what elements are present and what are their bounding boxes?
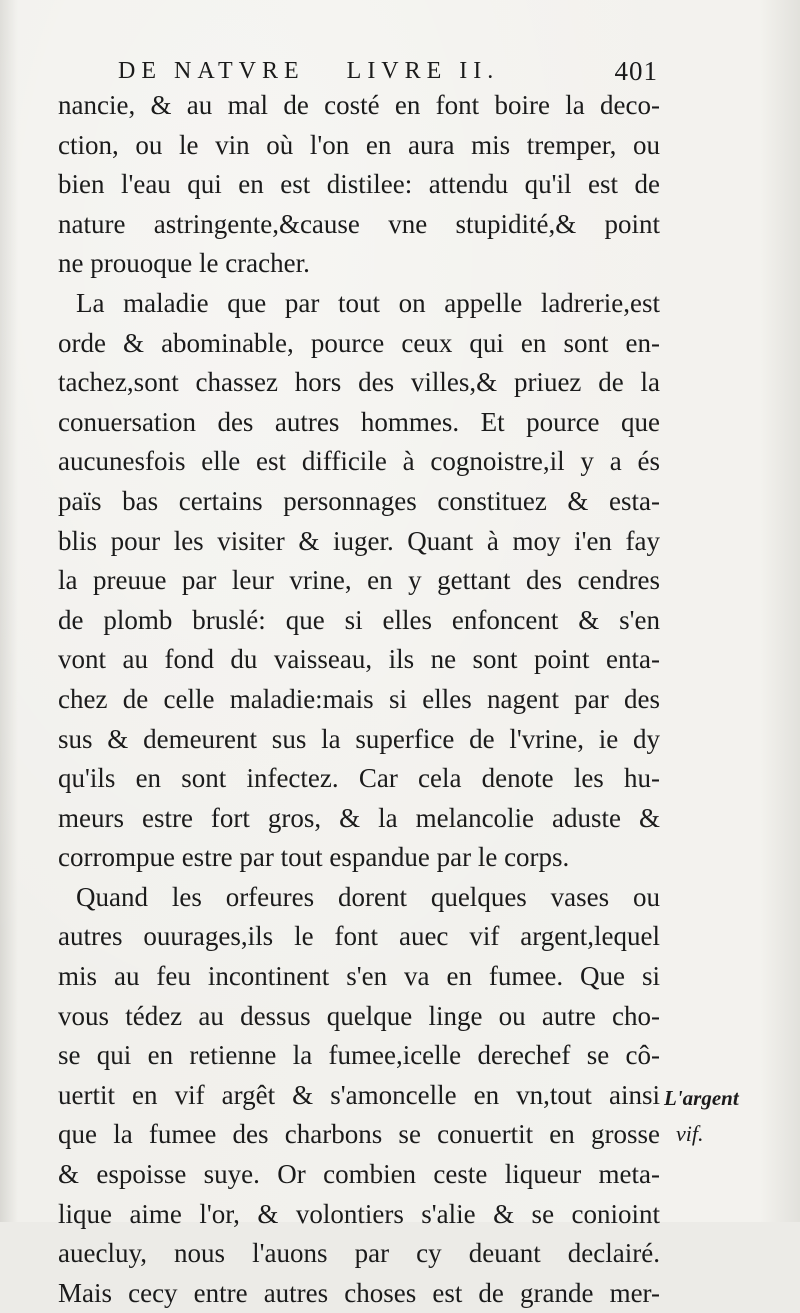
- running-title-part1: DE NATVRE: [118, 58, 305, 84]
- text-line: uertit en vif argêt & s'amoncelle en vn,tout ainsi: [58, 1079, 660, 1110]
- text-line: Mais cecy entre autres choses est de grande mer-: [58, 1277, 660, 1308]
- text-line: conuersation des autres hommes. Et pource que: [58, 406, 660, 437]
- body-text: [58, 86, 660, 1313]
- text-line: vont au fond du vaisseau, ils ne sont point enta-: [58, 644, 660, 675]
- text-line: mis au feu incontinent s'en va en fumee. Que si: [58, 961, 660, 992]
- text-line: tachez,sont chassez hors des villes,& priuez de la: [58, 367, 660, 398]
- text-line: & espoisse suye. Or combien ceste liqueur meta-: [58, 1159, 660, 1190]
- text-line: orde & abominable, pource ceux qui en sont en-: [58, 327, 660, 358]
- text-line: bien l'eau qui en est distilee: attendu qu'il est de: [58, 169, 660, 200]
- text-line: ction, ou le vin où l'on en aura mis tremper, ou: [58, 129, 660, 160]
- text-line: païs bas certains personnages constituez & esta-: [58, 485, 660, 516]
- text-line: de plomb bruslé: que si elles enfoncent & s'en: [58, 604, 660, 635]
- text-line: autres ouurages,ils le font auec vif argent,lequel: [58, 921, 660, 952]
- paragraph-start-line: La maladie que par tout on appelle ladrerie,est: [76, 287, 660, 318]
- text-line: lique aime l'or, & volontiers s'alie & se conioint: [58, 1198, 660, 1229]
- text-line: chez de celle maladie:mais si elles nagent par des: [58, 683, 660, 714]
- text-line: blis pour les visiter & iuger. Quant à moy i'en fay: [58, 525, 660, 556]
- running-title-part2: LIVRE II.: [346, 58, 500, 84]
- paragraph-start-line: Quand les orfeures dorent quelques vases ou: [76, 881, 660, 912]
- text-line: vous tédez au dessus quelque linge ou autre cho-: [58, 1000, 660, 1031]
- running-title: [118, 58, 541, 85]
- margin-note: [664, 1080, 794, 1152]
- text-line: nancie, & au mal de costé en font boire la deco-: [58, 90, 660, 120]
- text-line: la preuue par leur vrine, en y gettant des cendres: [58, 565, 660, 596]
- text-line: ne prouoque le cracher.: [58, 248, 310, 279]
- text-line: meurs estre fort gros, & la melancolie aduste &: [58, 802, 660, 833]
- margin-note-line2: vif.: [676, 1121, 704, 1146]
- text-line: qu'ils en sont infectez. Car cela denote les hu-: [58, 763, 660, 794]
- text-line: que la fumee des charbons se conuertit en grosse: [58, 1119, 660, 1150]
- text-line: aucunesfois elle est difficile à cognoistre,il y a és: [58, 446, 660, 477]
- text-line: corrompue estre par tout espandue par le corps.: [58, 842, 570, 873]
- text-line: auecluy, nous l'auons par cy deuant declairé.: [58, 1238, 660, 1269]
- margin-note-line1: L'argent: [664, 1086, 739, 1110]
- text-line: se qui en retienne la fumee,icelle derechef se cô-: [58, 1040, 660, 1071]
- page-number: 401: [614, 56, 658, 86]
- text-line: nature astringente,&cause vne stupidité,& point: [58, 208, 660, 239]
- text-line: sus & demeurent sus la superfice de l'vrine, ie dy: [58, 723, 660, 754]
